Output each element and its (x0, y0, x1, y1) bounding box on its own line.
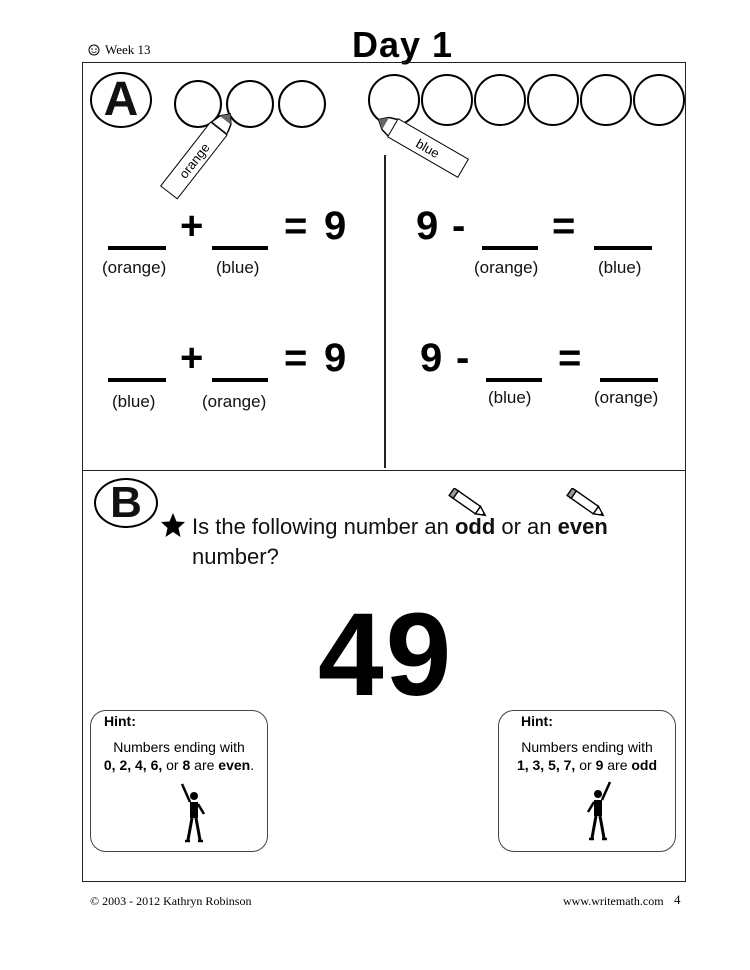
counting-circle[interactable] (278, 80, 326, 128)
hint-or: or (575, 757, 596, 773)
hint-line: Numbers ending with (521, 739, 653, 755)
color-caption: (blue) (598, 258, 642, 277)
odd-word: odd (454, 514, 496, 539)
star-icon (160, 512, 186, 543)
even-word: even (557, 514, 608, 539)
hint-title: Hint: (521, 713, 553, 729)
answer-blank[interactable] (108, 246, 166, 250)
start-number: 9 (420, 336, 443, 380)
section-a-label: A (103, 73, 139, 126)
hint-digits: 1, 3, 5, 7, (516, 757, 576, 773)
answer-blank[interactable] (594, 246, 652, 250)
result-number: 9 (324, 204, 347, 248)
stick-figure-icon (178, 782, 208, 849)
hint-or: or (162, 757, 183, 773)
question-part: number? (192, 544, 279, 569)
website: www.writemath.com (563, 894, 664, 908)
plus-sign: + (180, 336, 204, 380)
answer-blank[interactable] (482, 246, 538, 250)
question-part: Is the following number an (192, 514, 455, 539)
minus-sign: - (452, 204, 466, 248)
hint-text (500, 738, 674, 774)
question-text (192, 512, 672, 572)
crayon-label: blue (387, 118, 469, 178)
hint-text (92, 738, 266, 774)
section-divider (82, 470, 686, 471)
color-caption: (orange) (474, 258, 539, 277)
answer-blank[interactable] (108, 378, 166, 382)
result-number: 9 (324, 336, 347, 380)
hint-are: are (190, 757, 219, 773)
week-label: Week 13 (105, 42, 151, 57)
page-number: 4 (674, 892, 681, 907)
hint-word: odd (631, 757, 658, 773)
answer-blank[interactable] (212, 246, 268, 250)
equals-sign: = (284, 336, 308, 380)
smiley-icon (88, 43, 100, 55)
color-caption: (orange) (594, 388, 659, 407)
copyright: © 2003 - 2012 Kathryn Robinson (90, 894, 252, 908)
equals-sign: = (558, 336, 582, 380)
start-number: 9 (416, 204, 439, 248)
counting-circle[interactable] (421, 74, 473, 126)
hint-last-digit: 8 (182, 757, 191, 773)
equals-sign: = (552, 204, 576, 248)
answer-blank[interactable] (600, 378, 658, 382)
equals-sign: = (284, 204, 308, 248)
color-caption: (blue) (216, 258, 260, 277)
hint-word: even (218, 757, 251, 773)
counting-circle[interactable] (580, 74, 632, 126)
hint-last-digit: 9 (595, 757, 604, 773)
target-number: 49 (318, 589, 454, 721)
hint-end: . (250, 757, 255, 773)
hint-title: Hint: (104, 713, 136, 729)
page-title: Day 1 (352, 24, 454, 65)
section-b-label: B (110, 478, 142, 527)
minus-sign: - (456, 336, 470, 380)
hint-are: are (603, 757, 632, 773)
color-caption: (blue) (488, 388, 532, 407)
stick-figure-icon (584, 780, 614, 847)
hint-digits: 0, 2, 4, 6, (103, 757, 163, 773)
color-caption: (orange) (202, 392, 267, 411)
hint-line: Numbers ending with (113, 739, 245, 755)
answer-blank[interactable] (212, 378, 268, 382)
color-caption: (orange) (102, 258, 167, 277)
crayon-label: orange (160, 121, 228, 199)
counting-circle[interactable] (633, 74, 685, 126)
color-caption: (blue) (112, 392, 156, 411)
question-part: or an (495, 514, 558, 539)
answer-blank[interactable] (486, 378, 542, 382)
column-divider (384, 155, 386, 468)
counting-circle[interactable] (527, 74, 579, 126)
plus-sign: + (180, 204, 204, 248)
counting-circle[interactable] (474, 74, 526, 126)
